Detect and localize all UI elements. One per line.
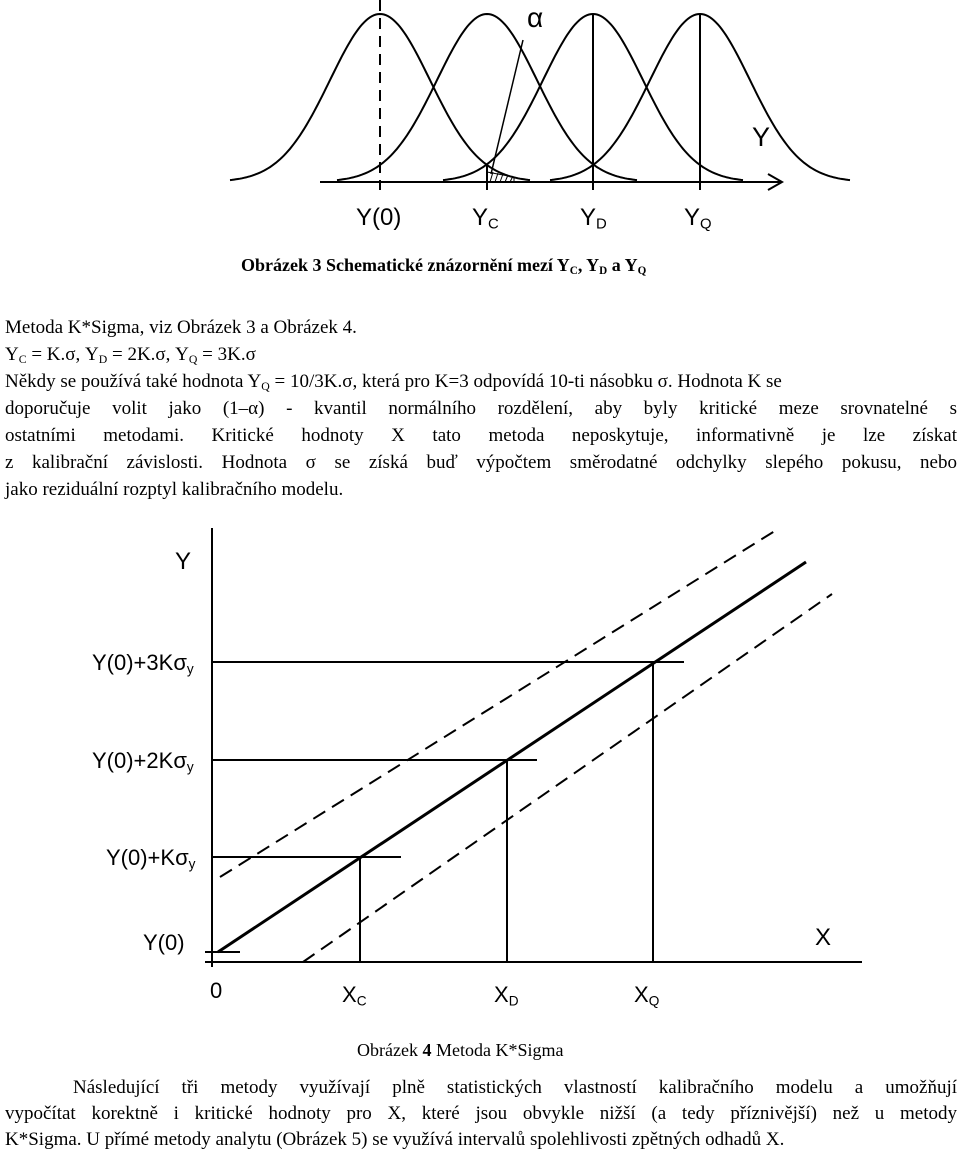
figure4-x-axis-label: X [815,924,832,951]
label-yc: $Y_C$ [472,204,499,233]
level-3k-label: $Y(0)+3K\sigma_y$ [92,650,194,677]
paragraph-line-1: Metoda K*Sigma, viz Obrázek 3 a Obrázek 4. [5,317,357,338]
paragraph-line-3: Někdy se používá také hodnota $Y_Q = 10/3K.\sigma$, která pro K=3 odpovídá 10-ti násobku σ. Hodnota K se [5,371,782,393]
x-tick-zero: 0 [210,978,223,1003]
label-yq: $Y_Q$ [684,204,712,233]
bottom-line-1: Následující tři metody využívají plně statistických vlastností kalibračního modelu a umožňují [73,1077,957,1098]
x-tick-xc: $X_C$ [342,982,367,1009]
paragraph-line-7: jako reziduální rozptyl kalibračního modelu. [5,479,344,500]
x-tick-xq: $X_Q$ [634,982,660,1009]
bottom-line-2: vypočítat korektně i kritické hodnoty pro X, které jsou obvykle nižší (a tedy příznivější) než u metody [5,1103,957,1124]
paragraph-line-4: doporučuje volit jako (1–α) - kvantil normálního rozdělení, aby byly kritické meze srovnatelné s [5,398,957,419]
figure3-caption: Obrázek 3 Schematické znázornění mezí $Y_C$, $Y_D$ a $Y_Q$ [241,255,647,277]
calibration-line [218,562,806,952]
figure3-y-axis-label: Y [752,122,771,152]
label-y0: Y(0) [356,204,402,231]
level-y0-label: Y(0) [143,930,185,955]
paragraph-line-2: $Y_C = K.\sigma$, $Y_D = 2K.\sigma$, $Y_Q = 3K.\sigma$ [5,344,256,366]
paragraph-line-6: z kalibrační závislosti. Hodnota σ se získá buď výpočtem směrodatné odchylky slepého pokusu, nebo [5,452,957,473]
following-methods-paragraph [5,1075,957,1153]
lower-dashed-line [303,594,832,962]
level-k-label: $Y(0)+K\sigma_y$ [106,845,196,872]
alpha-label: α [527,2,544,33]
label-yd: $Y_D$ [580,204,607,233]
level-2k-label: $Y(0)+2K\sigma_y$ [92,748,194,775]
upper-dashed-line [220,529,778,877]
bottom-line-3: K*Sigma. U přímé metody analytu (Obrázek 5) se využívá intervalů spolehlivosti zpětných odhadů X. [5,1129,785,1150]
paragraph-line-5: ostatními metodami. Kritické hodnoty X tato metoda neposkytuje, informativně je lze získat [5,425,957,446]
figure4-caption: Obrázek 4 Metoda K*Sigma [357,1040,564,1060]
x-tick-xd: $X_D$ [494,982,519,1009]
figure4-y-axis-label: Y [175,548,192,575]
